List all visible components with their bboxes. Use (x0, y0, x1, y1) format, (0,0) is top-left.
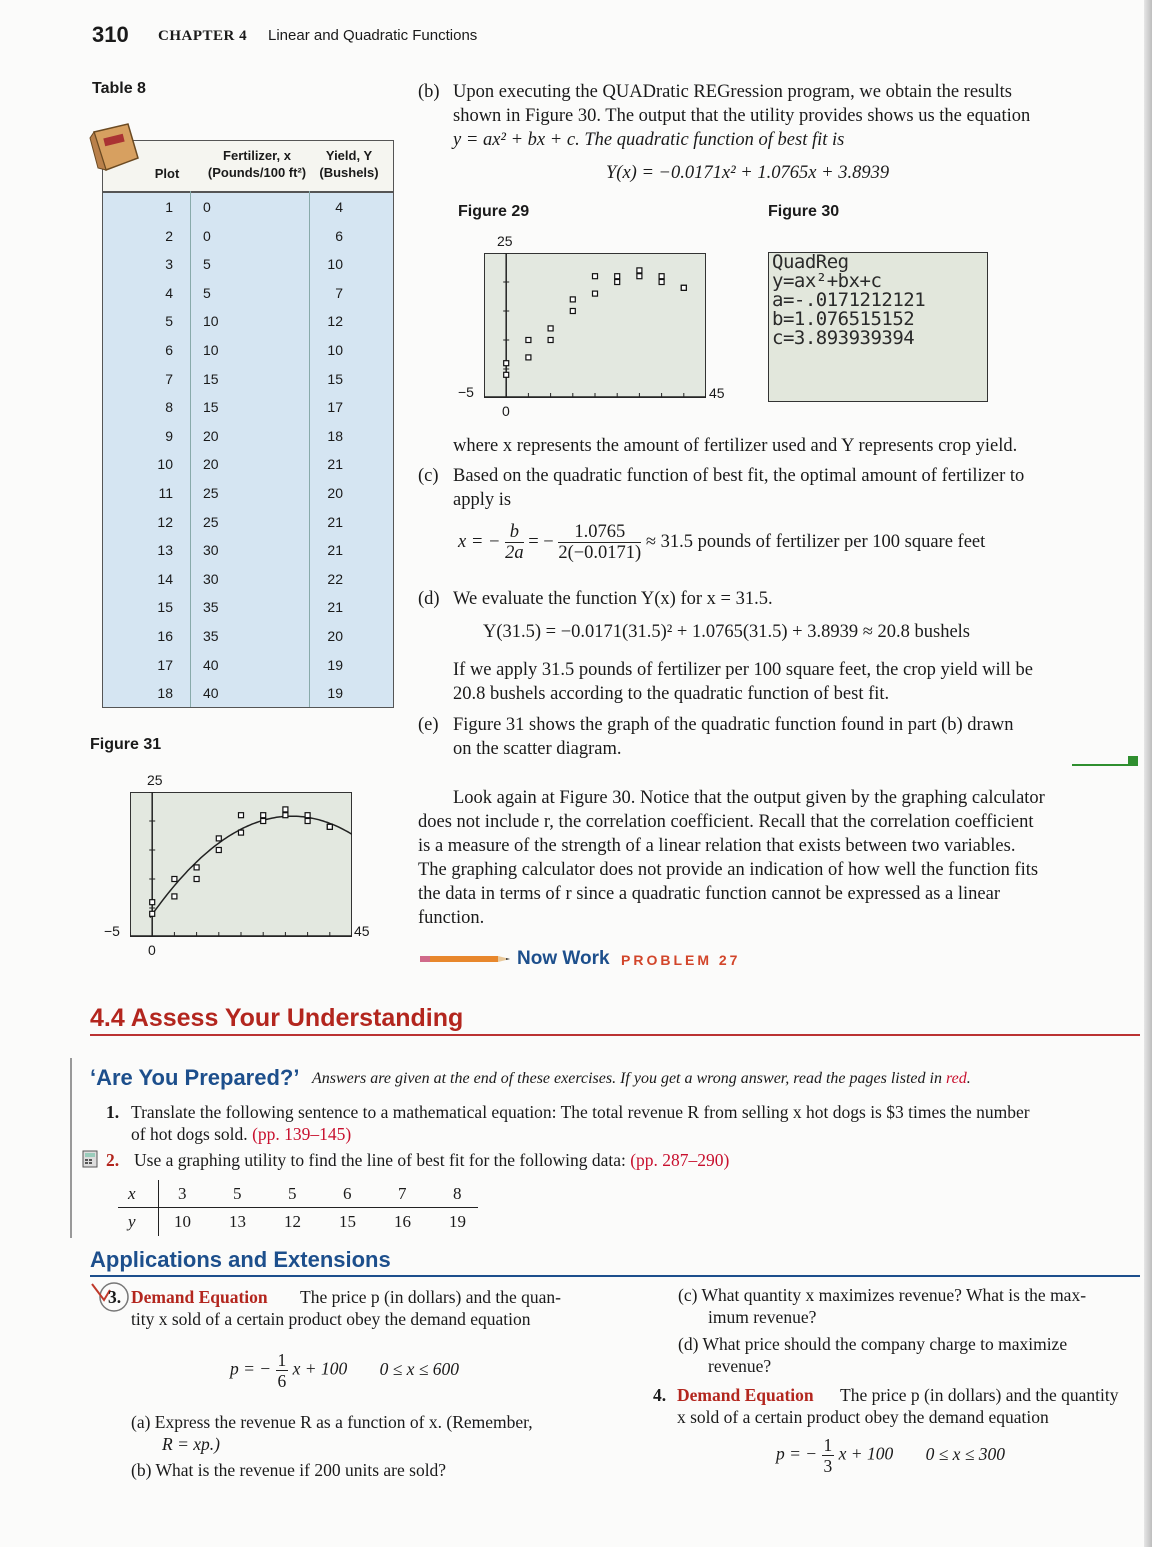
fig31-origin: 0 (148, 942, 156, 958)
q2-hline (118, 1207, 478, 1208)
data-point (681, 285, 686, 290)
fertilizer-cell: 15 (203, 370, 219, 387)
data-point (327, 824, 332, 829)
q2-data-table (118, 1180, 478, 1236)
figure31-scatter-with-curve (130, 792, 352, 937)
vertex-equation: x = − $\frac{b}{2a}$ = − $\frac{1.0765}{2(-0.0171)}$ ≈ 31.5 pounds of fertilizer per 100 square feet (458, 522, 986, 563)
yield-cell: 22 (327, 570, 343, 587)
data-point (239, 830, 244, 835)
fig31-xmin: −5 (104, 923, 120, 939)
data-point (172, 894, 177, 899)
yield-cell: 21 (327, 542, 343, 559)
q2-x-value: 8 (453, 1184, 462, 1203)
plot-cell: 16 (157, 628, 173, 644)
q2-x-label: x (128, 1184, 136, 1203)
data-point (593, 291, 598, 296)
figure29-label: Figure 29 (458, 203, 530, 220)
fertilizer-cell: 0 (203, 199, 211, 215)
calc-line-4: b=1.076515152 (772, 308, 915, 330)
part-b-line2: shown in Figure 30. The output that the utility provides shows us the equation (453, 106, 1031, 126)
data-point (504, 361, 509, 366)
fertilizer-cell: 5 (203, 284, 211, 301)
applications-rule (90, 1275, 1140, 1277)
q1-number: 1. (106, 1102, 120, 1122)
q2-x-value: 5 (233, 1184, 242, 1203)
table8-title: Table 8 (92, 80, 146, 97)
fertilizer-cell: 30 (203, 542, 219, 559)
yield-cell: 12 (327, 313, 343, 330)
plot-cell: 5 (165, 313, 173, 330)
now-work-link[interactable]: Now Work (517, 948, 610, 969)
part-e-line1: Figure 31 shows the graph of the quadratic function found in part (b) drawn (453, 715, 1014, 735)
q2-y-label: y (128, 1212, 136, 1231)
data-point (615, 280, 620, 285)
part-e-label: (e) (418, 715, 439, 735)
data-point (261, 813, 266, 818)
p3-number: 3. (108, 1287, 122, 1307)
table-row (103, 622, 393, 650)
data-point (305, 819, 310, 824)
data-point (570, 309, 575, 314)
look-line2: does not include r, the correlation coefficient. Recall that the correlation coefficient (418, 812, 1034, 832)
part-e-line2: on the scatter diagram. (453, 739, 622, 759)
table-row (103, 250, 393, 278)
p4-demand-equation: p = − $\frac{1}{3}$ x + 100 0 ≤ x ≤ 300 (776, 1435, 1006, 1476)
page-number: 310 (92, 22, 129, 47)
table-row (103, 222, 393, 250)
p4-number: 4. (653, 1385, 667, 1405)
end-mark-line (1072, 764, 1132, 766)
table-row (103, 508, 393, 536)
figure31-label: Figure 31 (90, 736, 162, 753)
fertilizer-cell: 40 (203, 685, 219, 702)
calc-line-3: a=-.0171212121 (772, 289, 926, 311)
calculator-screen (768, 252, 988, 402)
data-point (526, 338, 531, 343)
table-row (103, 593, 393, 621)
plot-cell: 2 (165, 227, 173, 244)
table-row (103, 393, 393, 421)
p4-fraction: $\frac{1}{3}$ (823, 1435, 833, 1476)
p3-fraction: $\frac{1}{6}$ (277, 1350, 287, 1391)
section-rule (90, 1034, 1140, 1036)
plot-cell: 10 (157, 456, 173, 473)
calc-line-1: QuadReg (772, 251, 849, 273)
chapter-title: Linear and Quadratic Functions (268, 27, 478, 44)
q2-x-value: 7 (398, 1184, 407, 1203)
look-line4: The graphing calculator does not provide an indication of how well the function fits (418, 860, 1039, 880)
q2-y-value: 19 (449, 1212, 466, 1231)
p3-part-c-line1: (c) What quantity x maximizes revenue? What is the max- (678, 1285, 1087, 1305)
yield-cell: 7 (335, 284, 343, 301)
table-row (103, 679, 393, 707)
data-point (305, 813, 310, 818)
yield-cell: 21 (327, 456, 343, 473)
fig31-xmax: 45 (354, 923, 370, 939)
part-b-label: (b) (418, 82, 440, 102)
yield-cell: 10 (327, 256, 343, 273)
table-row (103, 193, 393, 221)
header-yield: Yield, Y (Bushels) (319, 148, 379, 180)
q2-number: 2. (106, 1150, 120, 1170)
p4-line1: The price p (in dollars) and the quantity (840, 1385, 1119, 1405)
applications-title: Applications and Extensions (90, 1247, 391, 1272)
plot-cell: 7 (165, 370, 173, 387)
q2-vline (158, 1180, 159, 1236)
yield-cell: 19 (327, 656, 343, 673)
fig29-origin: 0 (502, 403, 510, 419)
p4-title: Demand Equation (677, 1385, 814, 1405)
plot-cell: 14 (157, 570, 173, 587)
section-title: 4.4 Assess Your Understanding (90, 1004, 464, 1032)
plot-cell: 1 (165, 199, 173, 215)
fertilizer-cell: 10 (203, 342, 219, 358)
fertilizer-cell: 20 (203, 456, 219, 473)
plot-cell: 13 (157, 542, 173, 559)
q2-y-value: 12 (284, 1212, 301, 1231)
yield-cell: 17 (327, 399, 343, 416)
q2-y-value: 16 (394, 1212, 411, 1231)
data-point (216, 836, 221, 841)
data-point (194, 877, 199, 882)
fig29-xmin: −5 (458, 384, 474, 400)
q1-line1: Translate the following sentence to a mathematical equation: The total revenue R from selling x hot dogs is $3 times the number (131, 1102, 1030, 1122)
p3-demand-equation: p = − $\frac{1}{6}$ x + 100 0 ≤ x ≤ 600 (230, 1350, 460, 1391)
fertilizer-cell: 35 (203, 599, 219, 616)
p3-part-d-line2: revenue? (708, 1356, 772, 1376)
p3-part-a-line1: (a) Express the revenue R as a function of x. (Remember, (131, 1412, 533, 1432)
fertilizer-cell: 30 (203, 570, 219, 587)
fertilizer-cell: 40 (203, 656, 219, 673)
yield-cell: 6 (335, 227, 343, 244)
p3-part-c-line2: imum revenue? (708, 1307, 817, 1327)
fertilizer-cell: 35 (203, 628, 219, 644)
fraction-numeric: $\frac{1.0765}{2(-0.0171)}$ (558, 522, 642, 563)
table-row (103, 565, 393, 593)
fertilizer-bag-icon (88, 118, 144, 178)
margin-rule (70, 1058, 72, 1238)
header-fertilizer: Fertilizer, x (Pounds/100 ft²) (207, 148, 307, 180)
table8 (102, 140, 394, 708)
part-b-line3: y = ax² + bx + c. The quadratic function of best fit is (453, 130, 845, 150)
yield-cell: 10 (327, 342, 343, 358)
calc-line-2: y=ax²+bx+c (772, 270, 882, 292)
fertilizer-cell: 25 (203, 485, 219, 501)
figure30-label: Figure 30 (768, 203, 840, 220)
data-point (194, 865, 199, 870)
data-point (548, 338, 553, 343)
end-mark-square (1128, 756, 1138, 766)
fertilizer-cell: 10 (203, 313, 219, 330)
data-point (239, 813, 244, 818)
best-fit-equation: Y(x) = −0.0171x² + 1.0765x + 3.8939 (606, 163, 890, 183)
q2-y-value: 10 (174, 1212, 191, 1231)
figure29-scatter (484, 253, 706, 398)
part-b-line1: Upon executing the QUADratic REGression program, we obtain the results (453, 82, 1012, 102)
q2-x-value: 6 (343, 1184, 352, 1203)
fertilizer-cell: 25 (203, 513, 219, 530)
now-work-problem[interactable]: PROBLEM 27 (621, 952, 741, 968)
pencil-icon (418, 952, 514, 966)
p3-title: Demand Equation (131, 1287, 268, 1307)
q2-x-value: 3 (178, 1184, 187, 1203)
yield-cell: 4 (335, 199, 343, 215)
data-point (261, 819, 266, 824)
fig29-xmax: 45 (709, 385, 725, 401)
chapter-label: CHAPTER 4 (158, 28, 248, 44)
data-point (150, 911, 155, 916)
look-line5: the data in terms of r since a quadratic function cannot be expressed as a linear (418, 884, 1001, 904)
header-plot: Plot (154, 166, 180, 181)
yield-cell: 20 (327, 485, 343, 501)
plot-cell: 15 (157, 599, 173, 616)
table-row (103, 279, 393, 307)
table-row (103, 422, 393, 450)
fertilizer-cell: 15 (203, 399, 219, 416)
table-row (103, 651, 393, 679)
yield-cell: 18 (327, 427, 343, 444)
page-edge (1144, 0, 1152, 1547)
q2-x-value: 5 (288, 1184, 297, 1203)
data-point (504, 372, 509, 377)
plot-cell: 12 (157, 513, 173, 530)
calc-line-5: c=3.893939394 (772, 327, 915, 349)
plot-cell: 4 (165, 284, 173, 301)
data-point (150, 900, 155, 905)
plot-cell: 6 (165, 342, 173, 358)
table-row (103, 450, 393, 478)
plot-cell: 17 (157, 656, 173, 673)
evaluation-equation: Y(31.5) = −0.0171(31.5)² + 1.0765(31.5) + 3.8939 ≈ 20.8 bushels (483, 622, 971, 642)
yield-cell: 21 (327, 513, 343, 530)
look-line1: Look again at Figure 30. Notice that the output given by the graphing calculator (453, 788, 1045, 808)
p3-line2: tity x sold of a certain product obey the demand equation (131, 1309, 531, 1329)
look-line3: is a measure of the strength of a linear relation that exists between two variables. (418, 836, 1016, 856)
data-point (659, 280, 664, 285)
part-c-line2: apply is (453, 490, 512, 510)
q2-text: Use a graphing utility to find the line of best fit for the following data: (pp. 287–290) (134, 1150, 730, 1170)
part-d-label: (d) (418, 589, 440, 609)
p4-line2: x sold of a certain product obey the demand equation (677, 1407, 1049, 1427)
calculator-icon (82, 1150, 98, 1168)
are-you-prepared-title: ‘Are You Prepared?’ (90, 1065, 300, 1090)
data-point (216, 848, 221, 853)
yield-cell: 15 (327, 370, 343, 387)
yield-cell: 19 (327, 685, 343, 702)
p3-line1: The price p (in dollars) and the quan- (300, 1287, 561, 1307)
table-row (103, 536, 393, 564)
q1-line2: of hot dogs sold. (pp. 139–145) (131, 1124, 352, 1144)
fig29-ymax: 25 (497, 233, 513, 249)
data-point (172, 877, 177, 882)
are-you-prepared-note: Answers are given at the end of these exercises. If you get a wrong answer, read the pages listed in red. (312, 1070, 971, 1087)
data-point (593, 274, 598, 279)
p3-part-d-line1: (d) What price should the company charge to maximize (678, 1334, 1068, 1354)
data-point (283, 813, 288, 818)
part-d-line3: 20.8 bushels according to the quadratic function of best fit. (453, 684, 890, 704)
fertilizer-cell: 0 (203, 227, 211, 244)
plot-cell: 8 (165, 399, 173, 416)
fraction-b-over-2a: $\frac{b}{2a}$ (505, 522, 524, 563)
plot-cell: 18 (157, 685, 173, 702)
p3-part-a-line2: R = xp.) (162, 1434, 220, 1454)
part-d-line2: If we apply 31.5 pounds of fertilizer per 100 square feet, the crop yield will be (453, 660, 1033, 680)
fertilizer-cell: 5 (203, 256, 211, 273)
plot-cell: 9 (165, 427, 173, 444)
part-c-line1: Based on the quadratic function of best fit, the optimal amount of fertilizer to (453, 466, 1025, 486)
q2-y-value: 15 (339, 1212, 356, 1231)
table8-header (103, 141, 393, 193)
p3-part-b: (b) What is the revenue if 200 units are sold? (131, 1460, 447, 1480)
where-text: where x represents the amount of fertilizer used and Y represents crop yield. (453, 436, 1018, 456)
data-point (637, 274, 642, 279)
fig31-ymax: 25 (147, 772, 163, 788)
data-point (570, 297, 575, 302)
data-point (548, 326, 553, 331)
data-point (526, 355, 531, 360)
fertilizer-cell: 20 (203, 427, 219, 444)
table-row (103, 365, 393, 393)
part-c-label: (c) (418, 466, 439, 486)
table-row (103, 336, 393, 364)
yield-cell: 20 (327, 628, 343, 644)
table-row (103, 479, 393, 507)
q2-y-value: 13 (229, 1212, 246, 1231)
part-d-line1: We evaluate the function Y(x) for x = 31.5. (453, 589, 773, 609)
data-point (637, 268, 642, 273)
data-point (283, 807, 288, 812)
table-row (103, 307, 393, 335)
yield-cell: 21 (327, 599, 343, 616)
look-line6: function. (418, 908, 485, 928)
data-point (615, 274, 620, 279)
data-point (659, 274, 664, 279)
plot-cell: 3 (165, 256, 173, 273)
plot-cell: 11 (158, 485, 173, 501)
